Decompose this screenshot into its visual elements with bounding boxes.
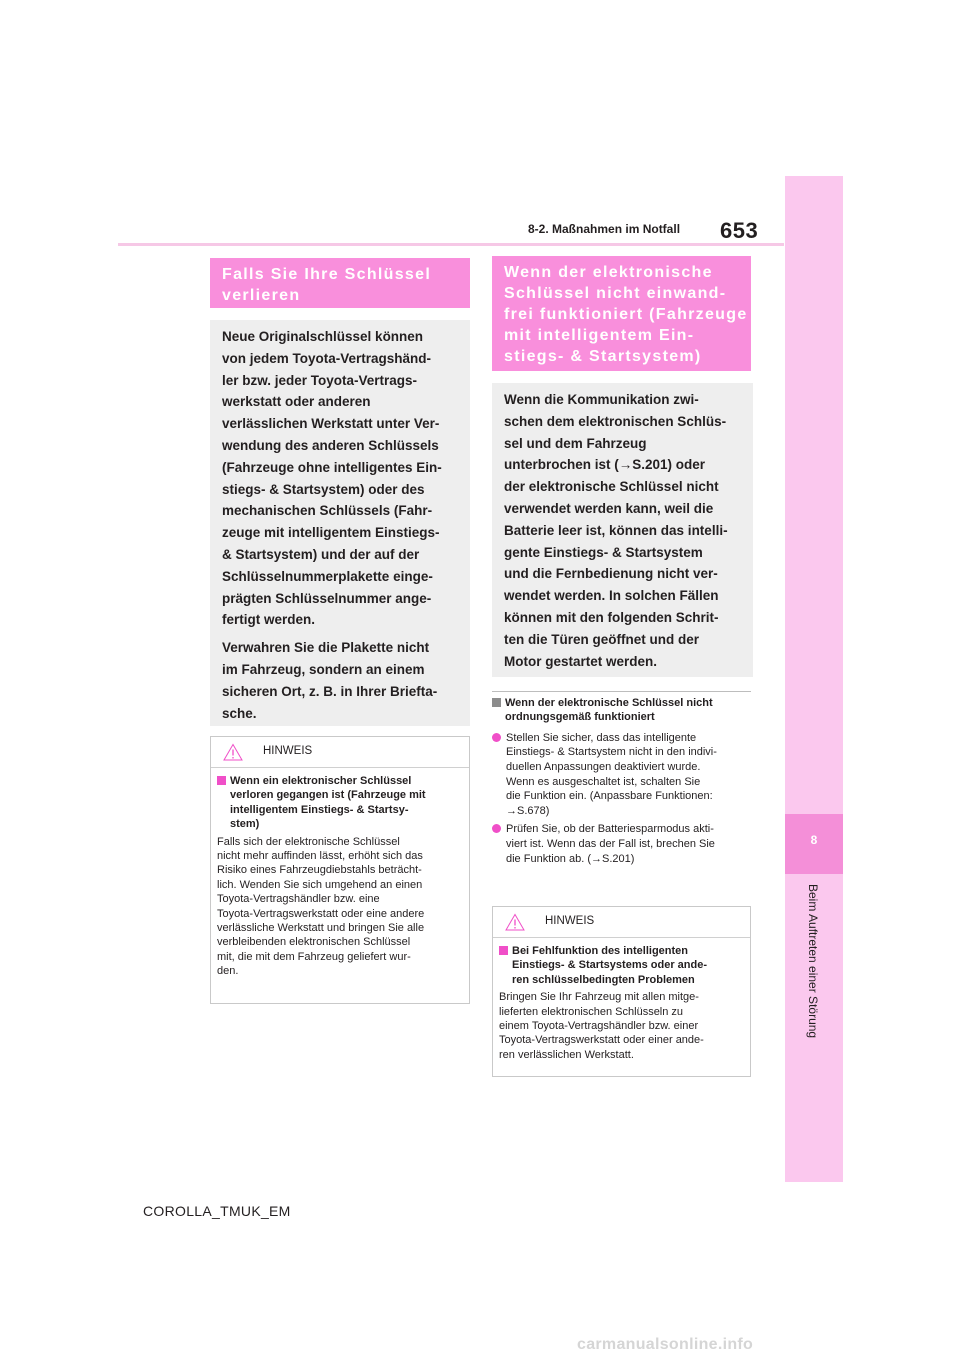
chapter-title-container xyxy=(772,884,854,1084)
text-line: viert ist. Wenn das der Fall ist, brechen Sie xyxy=(506,837,715,850)
text-line: ren schlüsselbedingten Problemen xyxy=(512,973,695,986)
text-line: Risiko eines Fahrzeugdiebstahls beträcht- xyxy=(217,864,422,877)
text-line: Wenn der elektronische Schlüssel nicht xyxy=(505,697,713,709)
text-line: Motor gestartet werden. xyxy=(504,653,658,669)
text-line: ler bzw. jeder Toyota-Vertrags- xyxy=(222,372,418,388)
text-line: stem) xyxy=(230,818,260,831)
text-line: zeuge mit intelligentem Einstiegs- xyxy=(222,525,440,541)
header-rule xyxy=(118,243,784,246)
text-line: mechanischen Schlüssels (Fahr- xyxy=(222,503,433,519)
key-malfunction-info-box xyxy=(492,383,753,677)
text-line: verlieren xyxy=(222,287,301,304)
text-line: der elektronische Schlüssel nicht xyxy=(504,479,719,495)
chapter-number: 8 xyxy=(810,833,818,847)
subsection-title-text xyxy=(505,696,713,725)
key-malfunction-subsection xyxy=(492,696,754,870)
text-line: verlässliche Werkstatt und bringen Sie alle xyxy=(217,922,425,935)
text-line: Schlüsselnummerplakette einge- xyxy=(222,568,433,584)
text-line: Stellen Sie sicher, dass das intelligente xyxy=(506,731,697,744)
text-line: lich. Wenden Sie sich umgehend an einen xyxy=(217,878,423,891)
text-line: Bei Fehlfunktion des intelligenten xyxy=(512,945,689,957)
lost-keys-heading-text xyxy=(222,264,458,306)
text-line: mit intelligentem Ein- xyxy=(504,327,695,344)
document-code: COROLLA_TMUK_EM xyxy=(143,1203,291,1219)
text-line: im Fahrzeug, sondern an einem xyxy=(222,661,425,677)
text-line: Wenn der elektronische xyxy=(504,264,713,281)
text-line: wendung des anderen Schlüssels xyxy=(222,437,439,453)
key-malfunction-info-text xyxy=(504,389,741,672)
lost-keys-info-box xyxy=(210,320,470,726)
text-line: unterbrochen ist (→S.201) oder xyxy=(504,457,706,473)
note-body-text xyxy=(217,835,463,979)
text-line: sche. xyxy=(222,705,257,721)
text-line: Toyota-Vertragswerkstatt oder einer ande- xyxy=(499,1034,704,1047)
key-malfunction-heading xyxy=(492,256,751,371)
key-malfunction-note-box xyxy=(492,906,751,1077)
chapter-title: Beim Auftreten einer Störung xyxy=(806,884,820,1039)
text-line: Neue Originalschlüssel können xyxy=(222,329,424,344)
text-line: Einstiegs- & Startsystem nicht in den indivi- xyxy=(506,746,717,759)
lost-keys-info-paragraph-1 xyxy=(222,326,458,631)
bullet-text xyxy=(506,822,715,866)
text-line: prägten Schlüsselnummer ange- xyxy=(222,590,432,606)
round-bullet-icon xyxy=(492,733,501,742)
text-line: stiegs- & Startsystem) xyxy=(504,348,702,365)
text-line: Toyota-Vertragswerkstatt oder eine andere xyxy=(217,907,425,920)
bullet-item xyxy=(492,731,754,819)
note-header xyxy=(211,737,469,768)
text-line: ordnungsgemäß funktioniert xyxy=(505,711,655,724)
square-bullet-icon xyxy=(217,776,226,785)
note-body-text xyxy=(499,990,744,1062)
text-line: sel und dem Fahrzeug xyxy=(504,435,647,451)
text-line: ren verlässlichen Werkstatt. xyxy=(499,1048,634,1061)
text-line: einem Toyota-Vertragshändler bzw. einer xyxy=(499,1020,699,1033)
note-title xyxy=(499,944,744,987)
text-line: stiegs- & Startsystem) oder des xyxy=(222,481,425,497)
lost-keys-info-paragraph-2 xyxy=(222,637,458,724)
text-line: Wenn die Kommunikation zwi- xyxy=(504,392,699,407)
note-title-text xyxy=(512,944,707,987)
square-bullet-icon xyxy=(492,698,501,707)
text-line: Wenn ein elektronischer Schlüssel xyxy=(230,775,412,787)
text-line: die Funktion ein. (Anpassbare Funktionen: xyxy=(506,790,713,803)
text-line: Falls Sie Ihre Schlüssel xyxy=(222,266,432,283)
subsection-title xyxy=(492,696,754,725)
section-title: 8-2. Maßnahmen im Notfall xyxy=(528,222,681,236)
text-line: mit, die mit dem Fahrzeug geliefert wur- xyxy=(217,950,411,963)
text-line: frei funktioniert (Fahrzeuge xyxy=(504,306,748,323)
text-line: verlässlichen Werkstatt unter Ver- xyxy=(222,416,440,432)
text-line: (Fahrzeuge ohne intelligentes Ein- xyxy=(222,459,442,475)
text-line: Bringen Sie Ihr Fahrzeug mit allen mitge- xyxy=(499,991,699,1004)
text-line: Einstiegs- & Startsystems oder ande- xyxy=(512,959,708,972)
note-title xyxy=(217,774,463,832)
text-line: Falls sich der elektronische Schlüssel xyxy=(217,835,400,848)
text-line: →S.678) xyxy=(506,804,550,817)
text-line: fertigt werden. xyxy=(222,612,316,628)
text-line: von jedem Toyota-Vertragshänd- xyxy=(222,350,432,366)
text-line: gente Einstiegs- & Startsystem xyxy=(504,544,703,560)
text-line: Schlüssel nicht einwand- xyxy=(504,285,727,302)
text-line: verloren gegangen ist (Fahrzeuge mit xyxy=(230,789,426,802)
bullet-text xyxy=(506,731,717,819)
text-line: den. xyxy=(217,965,239,978)
text-line: sicheren Ort, z. B. in Ihrer Briefta- xyxy=(222,683,438,699)
square-bullet-icon xyxy=(499,946,508,955)
note-title-text xyxy=(230,774,426,832)
note-header xyxy=(493,907,750,938)
text-line: Verwahren Sie die Plakette nicht xyxy=(222,640,430,656)
text-line: duellen Anpassungen deaktiviert wurde. xyxy=(506,761,701,773)
warning-triangle-icon xyxy=(505,913,525,931)
text-line: verbleibenden elektronischen Schlüssel xyxy=(217,936,411,949)
lost-keys-heading xyxy=(210,258,470,308)
watermark: carmanualsonline.info xyxy=(577,1336,754,1353)
text-line: wendet werden. In solchen Fällen xyxy=(504,588,719,604)
text-line: schen dem elektronischen Schlüs- xyxy=(504,413,727,429)
page-number: 653 xyxy=(720,218,759,243)
text-line: die Funktion ab. (→S.201) xyxy=(506,852,635,865)
text-line: Toyota-Vertragshändler bzw. eine xyxy=(217,893,380,906)
text-line: und die Fernbedienung nicht ver- xyxy=(504,566,718,582)
warning-triangle-icon xyxy=(223,743,243,761)
text-line: & Startsystem) und der auf der xyxy=(222,546,420,562)
text-line: können mit den folgenden Schrit- xyxy=(504,609,719,625)
text-line: ten die Türen geöffnet und der xyxy=(504,631,699,647)
note-label: HINWEIS xyxy=(263,745,313,757)
text-line: Prüfen Sie, ob der Batteriesparmodus akti- xyxy=(506,823,714,836)
bullet-item xyxy=(492,822,754,866)
text-line: Batterie leer ist, können das intelli- xyxy=(504,522,728,538)
divider xyxy=(492,691,751,692)
text-line: intelligentem Einstiegs- & Startsy- xyxy=(230,803,409,816)
round-bullet-icon xyxy=(492,824,501,833)
text-line: werkstatt oder anderen xyxy=(222,394,371,410)
text-line: lieferten elektronischen Schlüsseln zu xyxy=(499,1005,684,1018)
note-label: HINWEIS xyxy=(545,915,595,927)
text-line: Wenn es ausgeschaltet ist, schalten Sie xyxy=(506,775,701,788)
text-line: verwendet werden kann, weil die xyxy=(504,500,714,516)
text-line: nicht mehr auffinden lässt, erhöht sich das xyxy=(217,850,423,863)
key-malfunction-heading-text xyxy=(504,262,748,367)
lost-keys-note-box xyxy=(210,736,470,1004)
